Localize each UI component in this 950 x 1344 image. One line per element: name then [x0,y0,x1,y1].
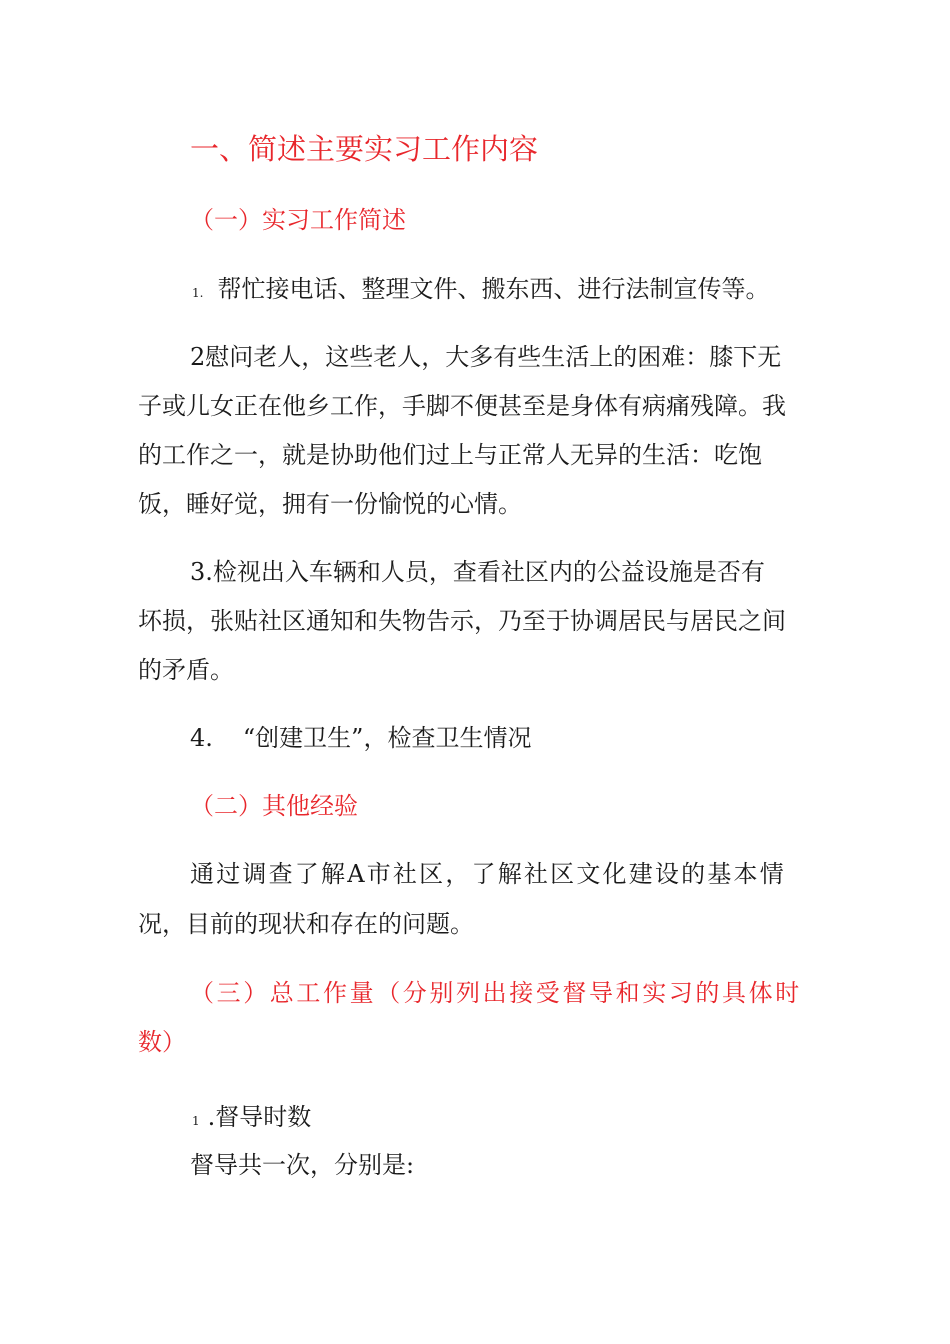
paragraph-item-3-line-2: 坏损，张贴社区通知和失物告示，乃至于协调居民与居民之间 [138,607,786,635]
list-item-1 [192,274,769,308]
subsection-1-title: .督导时数 [207,1103,312,1131]
subsection-1-heading [192,1102,311,1136]
section-title-3-line-2: 数） [138,1028,186,1056]
section-title-2: （二）其他经验 [190,792,358,820]
section-title-1: （一）实习工作简述 [190,206,406,234]
list-item-1-number: 1. [192,286,204,300]
paragraph-item-3-line-3: 的矛盾。 [138,656,234,684]
paragraph-item-2-line-4: 饭，睡好觉，拥有一份愉悦的心情。 [138,490,522,518]
paragraph-item-2-line-2: 子或儿女正在他乡工作，手脚不便甚至是身体有病痛残障。我 [138,392,786,420]
list-item-4 [190,723,531,753]
main-heading: 一、简述主要实习工作内容 [190,132,539,166]
list-item-4-text: “创建卫生”，检查卫生情况 [242,724,532,752]
section-2-line-1: 通过调查了解A市社区，了解社区文化建设的基本情 [190,860,786,888]
list-item-4-number: 4. [190,724,213,752]
subsection-1-body: 督导共一次，分别是: [190,1151,415,1179]
section-title-3-line-1: （三）总工作量（分别列出接受督导和实习的具体时 [190,979,802,1007]
paragraph-item-2-line-3: 的工作之一，就是协助他们过上与正常人无异的生活：吃饱 [138,441,762,469]
section-2-line-2: 况，目前的现状和存在的问题。 [138,910,474,938]
paragraph-item-2-line-1: 2慰问老人，这些老人，大多有些生活上的困难：膝下无 [190,343,782,371]
paragraph-item-3-line-1: 3.检视出入车辆和人员，查看社区内的公益设施是否有 [190,558,765,586]
list-item-1-text: 帮忙接电话、整理文件、搬东西、进行法制宣传等。 [217,275,770,303]
subsection-1-number: 1 [192,1114,200,1128]
